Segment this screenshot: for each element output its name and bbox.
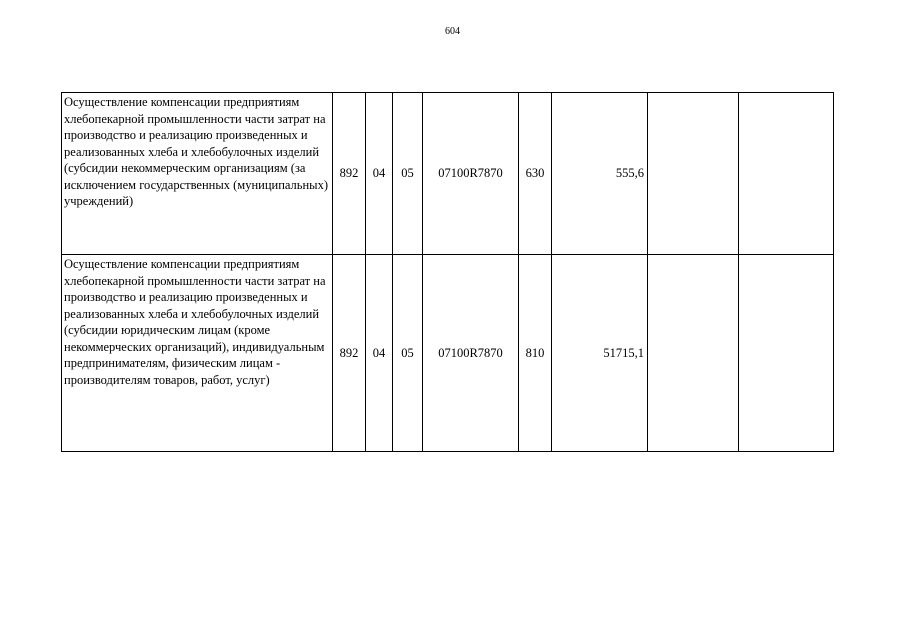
expense-type-cell: 630	[519, 93, 552, 255]
section-code-cell: 04	[366, 255, 393, 452]
amount-cell-2	[648, 93, 739, 255]
amount-cell-3	[739, 255, 834, 452]
expense-type-cell: 810	[519, 255, 552, 452]
expense-name-cell: Осуществление компенсации предприятиям хлебопекарной промышленности части затрат на производство и реализацию произведенных и реализованных хлеба и хлебобулочных изделий (субсидии юридическим лицам (кроме некоммерческих организаций), индивидуальным предпринимателям, физическим лицам - производителям товаров, работ, услуг)	[62, 255, 333, 452]
amount-cell-2	[648, 255, 739, 452]
table-row	[62, 93, 834, 255]
subsection-code-cell: 05	[393, 93, 423, 255]
subsection-code-cell: 05	[393, 255, 423, 452]
target-article-cell: 07100R7870	[423, 93, 519, 255]
amount-cell: 51715,1	[552, 255, 648, 452]
amount-cell-3	[739, 93, 834, 255]
page-number: 604	[445, 26, 460, 37]
ministry-code-cell: 892	[333, 255, 366, 452]
budget-table	[61, 92, 834, 452]
amount-cell: 555,6	[552, 93, 648, 255]
table-row	[62, 255, 834, 452]
ministry-code-cell: 892	[333, 93, 366, 255]
expense-name-cell: Осуществление компенсации предприятиям хлебопекарной промышленности части затрат на производство и реализацию произведенных и реализованных хлеба и хлебобулочных изделий (субсидии некоммерческим организациям (за исключением государственных (муниципальных) учреждений)	[62, 93, 333, 255]
target-article-cell: 07100R7870	[423, 255, 519, 452]
section-code-cell: 04	[366, 93, 393, 255]
